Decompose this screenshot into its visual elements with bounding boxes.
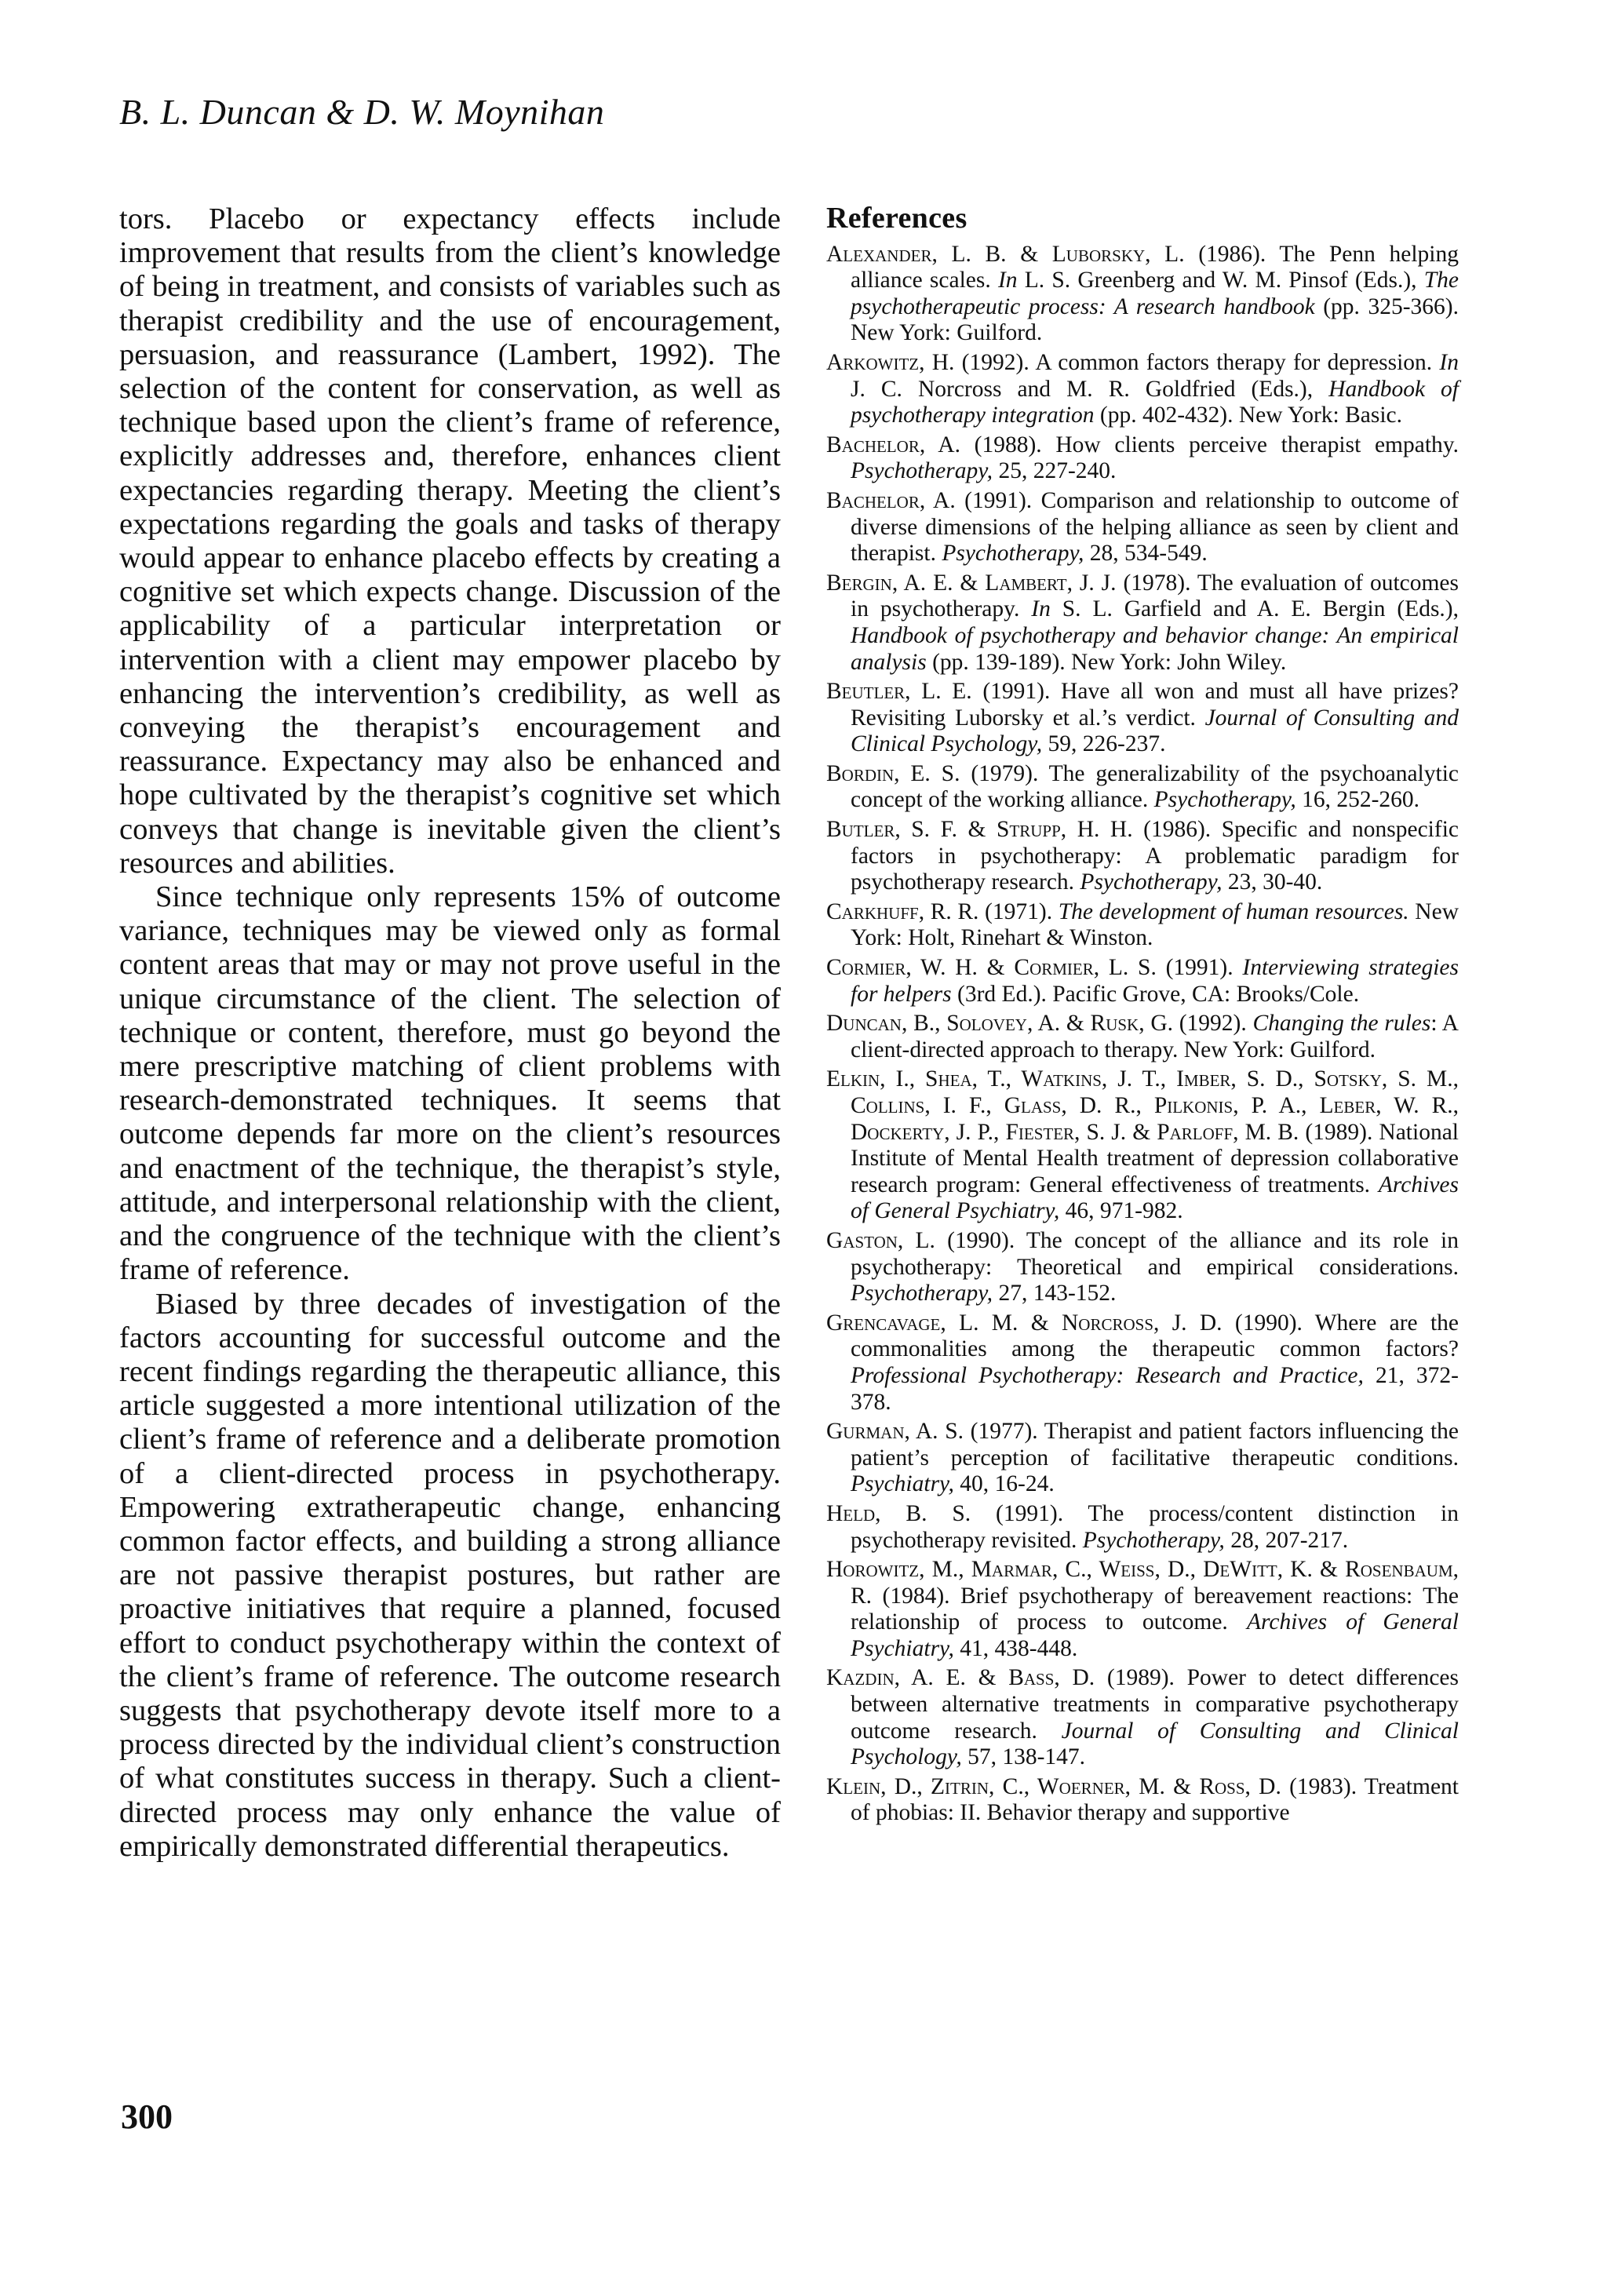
reference-item <box>826 488 1459 567</box>
reference-item <box>826 1557 1459 1662</box>
reference-item <box>826 1774 1459 1827</box>
reference-italic-text: The psychotherapeutic process: A research handbook <box>851 268 1459 319</box>
reference-text: 40, 16-24. <box>953 1471 1055 1497</box>
reference-item <box>826 1501 1459 1554</box>
reference-item <box>826 899 1459 952</box>
reference-text: (1991). The process/content distinction in psychotherapy revisited. <box>851 1500 1459 1553</box>
reference-italic-text: In <box>997 268 1018 293</box>
reference-item <box>826 570 1459 676</box>
reference-authors: Butler, S. F. & Strupp, H. H. <box>826 817 1133 843</box>
reference-text: 27, 143-152. <box>993 1281 1117 1307</box>
reference-item <box>826 817 1459 896</box>
reference-text: (1984). Brief psychotherapy of bereavement reactions: The relationship of process to outcome. <box>851 1583 1459 1635</box>
reference-authors: Bergin, A. E. & Lambert, J. J. <box>826 570 1117 596</box>
reference-italic-text: Journal of Consulting and Clinical Psychology, <box>851 1718 1459 1770</box>
reference-item <box>826 1310 1459 1416</box>
reference-item <box>826 1228 1459 1307</box>
reference-authors: Held, B. S. <box>826 1500 971 1526</box>
reference-italic-text: Changing the rules <box>1252 1011 1431 1037</box>
reference-authors: Gaston, L. <box>826 1227 935 1253</box>
reference-item <box>826 350 1459 429</box>
body-paragraph: Since technique only represents 15% of outcome variance, techniques may be viewed only as formal content areas that may or may not prove useful in the unique circumstance of the client. The selection of technique or content, therefore, must go beyond the mere prescriptive matching of client problems with research-demonstrated techniques. It seems that outcome depends far more on the client’s resources and enactment of the technique, the therapist’s style, attitude, and interpersonal relationship with the client, and the congruence of the technique with the client’s frame of reference. <box>119 880 781 1287</box>
reference-text: (1983). Treatment of phobias: II. Behavior therapy and supportive <box>851 1773 1459 1826</box>
references-heading: References <box>826 202 967 235</box>
body-paragraph: tors. Placebo or expectancy effects include improvement that results from the client’s knowledge of being in treatment, and consists of variables such as therapist credibility and the use of encouragement, persuasion, and reassurance (Lambert, 1992). The selection of the content for conservation, as well as technique based upon the client’s frame of reference, explicitly addresses and, therefore, enhances client expectancies regarding therapy. Meeting the client’s expectations regarding the goals and tasks of therapy would appear to enhance placebo effects by creating a cognitive set which expects change. Discussion of the applicability of a particular interpretation or intervention with a client may empower placebo by enhancing the intervention’s credibility, as well as conveying the therapist’s encouragement and reassurance. Expectancy may also be enhanced and hope cultivated by the therapist’s cognitive set which conveys that change is inevitable given the client’s resources and abilities. <box>119 202 781 880</box>
reference-text: (1989). Power to detect differences between alternative treatments in comparative psychotherapy outcome research. <box>851 1665 1459 1744</box>
reference-text: (1988). How clients perceive therapist empathy. <box>960 432 1459 457</box>
reference-item <box>826 1665 1459 1770</box>
reference-authors: Bachelor, A. <box>826 487 956 513</box>
reference-italic-text: Archives of General Psychiatry, <box>851 1172 1459 1224</box>
reference-authors: Duncan, B., Solovey, A. & Rusk, G. <box>826 1011 1173 1037</box>
reference-text: (pp. 139-189). New York: John Wiley. <box>926 649 1287 675</box>
reference-text: (1978). The evaluation of outcomes in psychotherapy. <box>851 570 1459 622</box>
reference-text: (1990). The concept of the alliance and its role in psychotherapy: Theoretical and empirical considerations. <box>851 1227 1459 1280</box>
reference-text: (1986). Specific and nonspecific factors in psychotherapy: A problematic paradigm for psychotherapy research. <box>851 817 1459 895</box>
reference-text: 41, 438-448. <box>953 1635 1078 1661</box>
reference-italic-text: Psychotherapy, <box>851 458 993 484</box>
reference-text: : A client-directed approach to therapy. New York: Guilford. <box>851 1011 1459 1062</box>
reference-italic-text: In <box>1031 596 1051 622</box>
reference-text: (1979). The generalizability of the psychoanalytic concept of the working alliance. <box>851 760 1459 813</box>
reference-authors: Bachelor, A. <box>826 432 960 457</box>
reference-authors: Kazdin, A. E. & Bass, D. <box>826 1665 1095 1691</box>
reference-text: New York: Holt, Rinehart & Winston. <box>851 898 1459 951</box>
body-text-column <box>119 202 781 1864</box>
reference-item <box>826 1066 1459 1225</box>
reference-text: 28, 207-217. <box>1224 1527 1349 1553</box>
reference-text: (1992). A common factors therapy for depression. <box>954 349 1440 375</box>
reference-authors: Bordin, E. S. <box>826 760 960 786</box>
reference-item <box>826 1011 1459 1063</box>
reference-authors: Carkhuff, R. R. <box>826 898 979 924</box>
reference-text: (1977). Therapist and patient factors influencing the patient’s perception of facilitative therapeutic conditions. <box>851 1419 1459 1471</box>
reference-item <box>826 242 1459 347</box>
reference-text: (pp. 325-366). New York: Guilford. <box>851 293 1459 346</box>
reference-text: (1971). <box>978 898 1059 924</box>
reference-text: 46, 971-982. <box>1059 1198 1183 1224</box>
reference-italic-text: Psychotherapy, <box>942 541 1084 567</box>
reference-authors: Horowitz, M., Marmar, C., Weiss, D., DeWitt, K. & Rosenbaum, R. <box>826 1557 1459 1609</box>
reference-authors: Arkowitz, H. <box>826 349 955 375</box>
reference-text: (3rd Ed.). Pacific Grove, CA: Brooks/Cole. <box>951 981 1360 1007</box>
reference-italic-text: Psychotherapy, <box>1153 787 1296 813</box>
reference-italic-text: Handbook of psychotherapy integration <box>851 376 1459 428</box>
reference-authors: Alexander, L. B. & Luborsky, L. <box>826 241 1185 267</box>
reference-authors: Gurman, A. S. <box>826 1419 964 1445</box>
reference-text: (1989). National Institute of Mental Health treatment of depression collaborative research program: General effectiveness of treatments. <box>851 1119 1459 1197</box>
reference-text: (pp. 402-432). New York: Basic. <box>1094 403 1403 428</box>
reference-italic-text: Psychotherapy, <box>1080 869 1223 895</box>
reference-text: 59, 226-237. <box>1042 731 1166 757</box>
reference-item <box>826 761 1459 814</box>
reference-list <box>826 242 1459 1827</box>
reference-text: (1991). Comparison and relationship to outcome of diverse dimensions of the helping alliance as seen by client and therapist. <box>851 487 1459 567</box>
reference-italic-text: Psychotherapy, <box>851 1281 993 1307</box>
reference-text: (1991). <box>1156 955 1243 981</box>
reference-text: 57, 138-147. <box>961 1744 1086 1770</box>
page-number: 300 <box>121 2097 173 2136</box>
reference-item <box>826 1419 1459 1498</box>
reference-text: 23, 30-40. <box>1222 869 1323 895</box>
reference-text: (1986). The Penn helping alliance scales. <box>851 241 1459 293</box>
reference-text: (1991). Have all won and must all have prizes? Revisiting Luborsky et al.’s verdict. <box>851 679 1459 731</box>
reference-text: (1990). Where are the commonalities among the therapeutic common factors? <box>851 1310 1459 1362</box>
reference-item <box>826 432 1459 485</box>
body-paragraph: Biased by three decades of investigation of the factors accounting for successful outcome and the recent findings regarding the therapeutic alliance, this article suggested a more intentional utilization of the client’s frame of reference and a deliberate promotion of a client-directed process in psychotherapy. Empowering extratherapeutic change, enhancing common factor effects, and building a strong alliance are not passive therapist postures, but rather are proactive initiatives that require a planned, focused effort to conduct psychotherapy within the context of the client’s frame of reference. The outcome research suggests that psychotherapy devote itself more to a process directed by the individual client’s construction of what constitutes success in therapy. Such a client-directed process may only enhance the value of empirically demonstrated differential therapeutics. <box>119 1287 781 1863</box>
reference-authors: Elkin, I., Shea, T., Watkins, J. T., Imber, S. D., Sotsky, S. M., Collins, I. F., Glass, D. R., Pilkonis, P. A., Leber, W. R., Dockerty, J. P., Fiester, S. J. & Parloff, M. B. <box>826 1066 1459 1145</box>
reference-italic-text: The development of human resources. <box>1058 898 1409 924</box>
reference-text: 21, 372-378. <box>851 1362 1459 1415</box>
reference-italic-text: Professional Psychotherapy: Research and Practice, <box>851 1362 1364 1388</box>
reference-item <box>826 679 1459 758</box>
reference-item <box>826 955 1459 1008</box>
reference-text: L. S. Greenberg and W. M. Pinsof (Eds.), <box>1017 268 1424 293</box>
reference-text: 25, 227-240. <box>993 458 1117 484</box>
reference-italic-text: Handbook of psychotherapy and behavior change: An empirical analysis <box>851 622 1459 675</box>
reference-italic-text: Archives of General Psychiatry, <box>851 1609 1459 1661</box>
reference-italic-text: Interviewing strategies for helpers <box>851 955 1459 1007</box>
reference-italic-text: In <box>1439 349 1459 375</box>
reference-text: J. C. Norcross and M. R. Goldfried (Eds.), <box>851 376 1329 402</box>
reference-text: 28, 534-549. <box>1084 541 1208 567</box>
reference-authors: Beutler, L. E. <box>826 679 972 705</box>
reference-italic-text: Psychotherapy, <box>1082 1527 1225 1553</box>
references-column <box>826 202 1459 1830</box>
reference-text: 16, 252-260. <box>1295 787 1420 813</box>
reference-authors: Grencavage, L. M. & Norcross, J. D. <box>826 1310 1223 1336</box>
reference-authors: Klein, D., Zitrin, C., Woerner, M. & Ross, D. <box>826 1773 1281 1799</box>
reference-italic-text: Journal of Consulting and Clinical Psychology, <box>851 705 1459 757</box>
running-head: B. L. Duncan & D. W. Moynihan <box>119 92 605 132</box>
reference-text: S. L. Garfield and A. E. Bergin (Eds.), <box>1050 596 1459 622</box>
reference-authors: Cormier, W. H. & Cormier, L. S. <box>826 955 1157 981</box>
reference-text: (1992). <box>1173 1011 1253 1037</box>
reference-italic-text: Psychiatry, <box>851 1471 954 1497</box>
